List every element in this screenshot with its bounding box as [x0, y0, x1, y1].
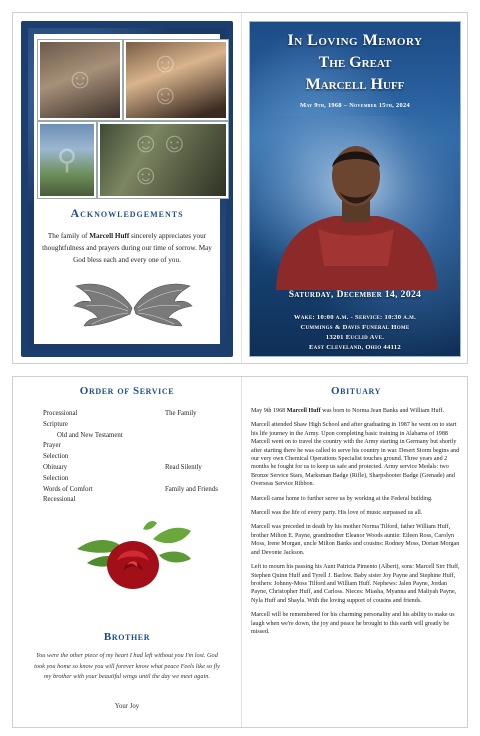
order-item-performer — [165, 420, 229, 431]
obituary-paragraph — [251, 407, 461, 415]
order-item-performer — [165, 474, 229, 485]
obituary-paragraph: Marcell was the life of every party. His love of music surpassed us all. — [251, 510, 423, 517]
order-item-label: Words of Comfort — [43, 485, 93, 493]
order-item-performer — [165, 452, 229, 463]
obituary-paragraph: Marcell came home to further serve us by working at the Federal building. — [251, 495, 433, 502]
rose-icon — [73, 519, 193, 599]
photo-army-group — [98, 122, 228, 198]
ack-text-part: sincerely appreciates your thoughtfulness and prayers during our time of sorrow. May God bless each and every one of you. — [42, 232, 212, 264]
order-of-service-row — [43, 485, 229, 496]
photo-bicycle — [38, 122, 96, 198]
brother-signature: Your Joy — [114, 703, 140, 710]
order-of-service-row — [43, 452, 229, 463]
order-of-service-row — [43, 495, 229, 506]
order-brother-panel — [21, 383, 233, 723]
obit-text-part: was born to Norma Jean Banks and William Huff. — [320, 408, 445, 414]
order-item-performer: Family and Friends — [165, 485, 218, 493]
order-item-performer — [165, 441, 229, 452]
cover-the-great: The Great — [318, 54, 392, 71]
fold-line — [241, 13, 242, 363]
obit-name: Marcell Huff — [286, 408, 321, 414]
cover-venue: Cummings & Davis Funeral Home — [300, 324, 410, 331]
cover-service-date: Saturday, December 14, 2024 — [288, 290, 422, 300]
order-of-service-row — [43, 474, 229, 485]
order-item-label: Old and New Testament — [57, 431, 123, 439]
acknowledgements-panel — [21, 21, 233, 357]
acknowledgements-text — [42, 230, 212, 266]
obituary-paragraph: Marcell will be remembered for his charming personality and his ability to make us laugh when we're down, the joy and peace he brought to this earth will greatly be missed. — [251, 612, 455, 635]
order-item-performer: The Family — [165, 410, 197, 417]
photo-icon: ☺☺ — [151, 48, 180, 111]
order-of-service-title: Order of Service — [79, 385, 175, 397]
acknowledgements-inner — [34, 34, 220, 344]
order-item-label: Prayer — [43, 442, 61, 450]
order-of-service-row — [43, 420, 229, 431]
ack-name: Marcell Huff — [89, 232, 130, 240]
brother-title: Brother — [103, 631, 151, 643]
order-item-label: Selection — [43, 453, 69, 461]
order-of-service-list — [43, 409, 229, 506]
photo-icon: ☺☺☺ — [131, 128, 189, 191]
acknowledgements-title: Acknowledgements — [70, 206, 184, 220]
cover-address: 13201 Euclid Ave. — [325, 334, 385, 341]
program-inside-sheet — [12, 376, 468, 728]
brother-poem: You were the other piece of my heart I had left without you I'm lost. God took you home so know you will forever know what peace Feels like so fly my brother with your beautiful wings until the day we meet again. — [34, 652, 220, 680]
order-item-label: Recessional — [43, 496, 76, 504]
order-item-label: Selection — [43, 474, 69, 482]
cover-name: Marcell Huff — [305, 76, 405, 93]
obituary-panel — [249, 383, 463, 723]
cover-life-dates: May 9th, 1968 – November 15th, 2024 — [300, 102, 410, 109]
order-item-label: Scripture — [43, 420, 68, 428]
order-of-service-row — [43, 431, 229, 442]
obituary-body — [251, 407, 461, 642]
order-item-label: Obituary — [43, 463, 68, 471]
cover-service-times: Wake: 10:00 a.m. - Service: 10:30 a.m. — [293, 314, 417, 321]
cover-panel — [249, 21, 461, 357]
order-item-performer: Read Silently — [165, 463, 202, 471]
order-of-service-row — [43, 441, 229, 452]
portrait-photo — [258, 116, 454, 290]
order-item-label: Processional — [43, 410, 78, 417]
photo-icon: ☺ — [65, 64, 95, 95]
obituary-title: Obituary — [331, 385, 381, 397]
obituary-paragraph: Left to mourn his passing his Aunt Patricia Pimento (Albert), sons: Marcell Sirr Huff, Stephen Quinn Huff and Tyrell J. Barlow. Baby sister Joy Payne and Stephine Huff, brothers: Johnny-Moss Tilford and William Huff. Nephews: Jalen Payne, Jordan Payne, Christopher Huff, and Carloss. Nieces: Miasha, Myanna and Maliyah Payne, Nyla Huff and Shayla. With the loving support of cousins and friends. — [251, 564, 460, 604]
order-of-service-row — [43, 463, 229, 474]
family-photo-children — [38, 40, 122, 120]
obituary-paragraph: Marcell attended Shaw High School and after graduating in 1987 he went on to start his life journey in the Army. Upon completing basic training in Alabama of 1988 Marcell went on to travel the country with the Army starting in Germany but shortly after starting there he was called to serve his country in war. Desert Storm begins and our very own Chemical Operations Specialist touches ground. Three years and 2 months he fought for us to keep us safe and protected. Army service Medals: two Bronze Service Stars, Marksman Badge (Rifle), Sharpshooter Badge (Grenade) and Overseas Service Ribbon. — [251, 422, 460, 488]
angel-wings-icon — [72, 278, 194, 334]
fold-line — [241, 377, 242, 727]
ack-text-part: The family of — [47, 232, 90, 240]
obit-text-part: May 9th 1968 — [251, 408, 287, 414]
family-photo-couple — [124, 40, 228, 120]
order-item-performer — [165, 431, 229, 442]
program-outside-sheet — [12, 12, 468, 364]
cover-city: East Cleveland, Ohio 44112 — [308, 344, 402, 351]
bicycle-icon: ⚲ — [56, 145, 78, 176]
order-of-service-row — [43, 409, 229, 420]
obituary-paragraph: Marcell was preceded in death by his mother Norma Tilford, father William Huff, brother Milton E. Payne, grandmother Eleanor Woods auntie: Eileen Ross, Carolyn Moss, Irene Morgan, uncle Milton Banks and cousins: Rodney Moss, Dorian Morgan and Devonte Jackson. — [251, 524, 460, 556]
cover-in-loving-memory: In Loving Memory — [287, 32, 423, 49]
order-item-performer — [165, 495, 229, 506]
